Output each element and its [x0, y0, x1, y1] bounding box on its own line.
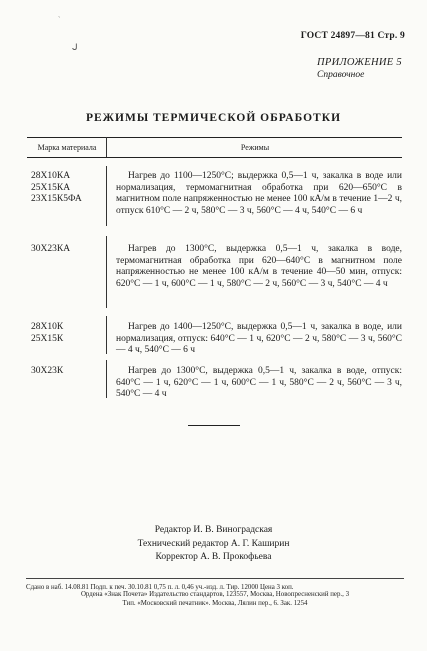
credits-block — [0, 524, 427, 565]
scan-mark: ˎ — [58, 10, 61, 18]
imprint-line: Тип. «Московский печатник». Москва, Лялин пер., 6. Зак. 1254 — [122, 600, 308, 607]
table-row-regime: Нагрев до 1400—1250°С, выдержка 0,5—1 ч, закалка в воде, или нормализация, отпуск: 640°С — 1 ч, 620°С — 2 ч, 580°С — 3 ч, 560°С — 4 ч, 540°С — 6 ч — [116, 322, 402, 355]
column-header-regime: Режимы — [240, 143, 270, 152]
column-header-grade: Марка материала — [37, 143, 97, 152]
column-divider — [106, 236, 107, 308]
column-divider — [106, 360, 107, 398]
table-row-grade: 30Х23КА — [31, 244, 71, 254]
column-divider — [106, 137, 107, 157]
page-title: РЕЖИМЫ ТЕРМИЧЕСКОЙ ОБРАБОТКИ — [85, 112, 342, 124]
imprint-line: Сдано в наб. 14.08.81 Подп. к печ. 30.10.81 0,75 п. л. 0,46 уч.-изд. л. Тир. 12000 Цена 3 коп. — [26, 584, 294, 591]
table-row-grade: 28Х10КА 25Х15КА 23Х15К5ФА — [31, 171, 82, 204]
appendix-title: ПРИЛОЖЕНИЕ 5 — [317, 57, 402, 68]
proofreader-credit: Корректор А. В. Прокофьева — [155, 552, 272, 562]
tech-editor-credit: Технический редактор А. Г. Каширин — [137, 538, 290, 549]
appendix-label — [317, 57, 405, 80]
scan-mark: ᒍ — [72, 42, 78, 52]
editor-credit: Редактор И. В. Виноградская — [154, 525, 273, 535]
table-top-rule — [27, 137, 402, 138]
column-divider — [106, 316, 107, 354]
table-row-grade: 30Х23К — [31, 366, 64, 376]
table-row-regime: Нагрев до 1300°С, выдержка 0,5—1 ч, закалка в воде, отпуск: 640°С — 1 ч, 620°С — 1 ч, 600°С — 1 ч, 580°С — 2 ч, 560°С — 3 ч, 540°С — 4 ч — [116, 366, 402, 399]
imprint-rule — [26, 578, 404, 579]
table-row-grade: 28Х10К 25Х15К — [31, 322, 64, 344]
table-header-rule — [27, 157, 402, 158]
page-header: ГОСТ 24897—81 Стр. 9 — [300, 31, 405, 41]
imprint-line: Ордена «Знак Почета» Издательство стандартов, 123557, Москва, Новопресненский пер., 3 — [80, 591, 350, 598]
end-rule — [188, 425, 240, 426]
column-divider — [106, 166, 107, 226]
appendix-note: Справочное — [317, 70, 365, 80]
table-row-regime: Нагрев до 1300°С, выдержка 0,5—1 ч, закалка в воде, термомагнитная обработка при 620—640°С в магнитном поле напряженностью не менее 100 кА/м в течение 40—50 мин, отпуск: 620°С — 1 ч, 600°С — 1 ч, 580°С — 2 ч, 560°С — 3 ч, 540°С — 4 ч — [116, 244, 402, 289]
table-row-regime: Нагрев до 1100—1250°С; выдержка 0,5—1 ч, закалка в воде или нормализация, термомагнитная обработка при 620—650°С в магнитном поле напряженностью не менее 100 кА/м в течение 1—2 ч, отпуск 610°С — 2 ч, 580°С — 3 ч, 560°С — 4 ч, 540°С — 6 ч — [116, 171, 402, 216]
